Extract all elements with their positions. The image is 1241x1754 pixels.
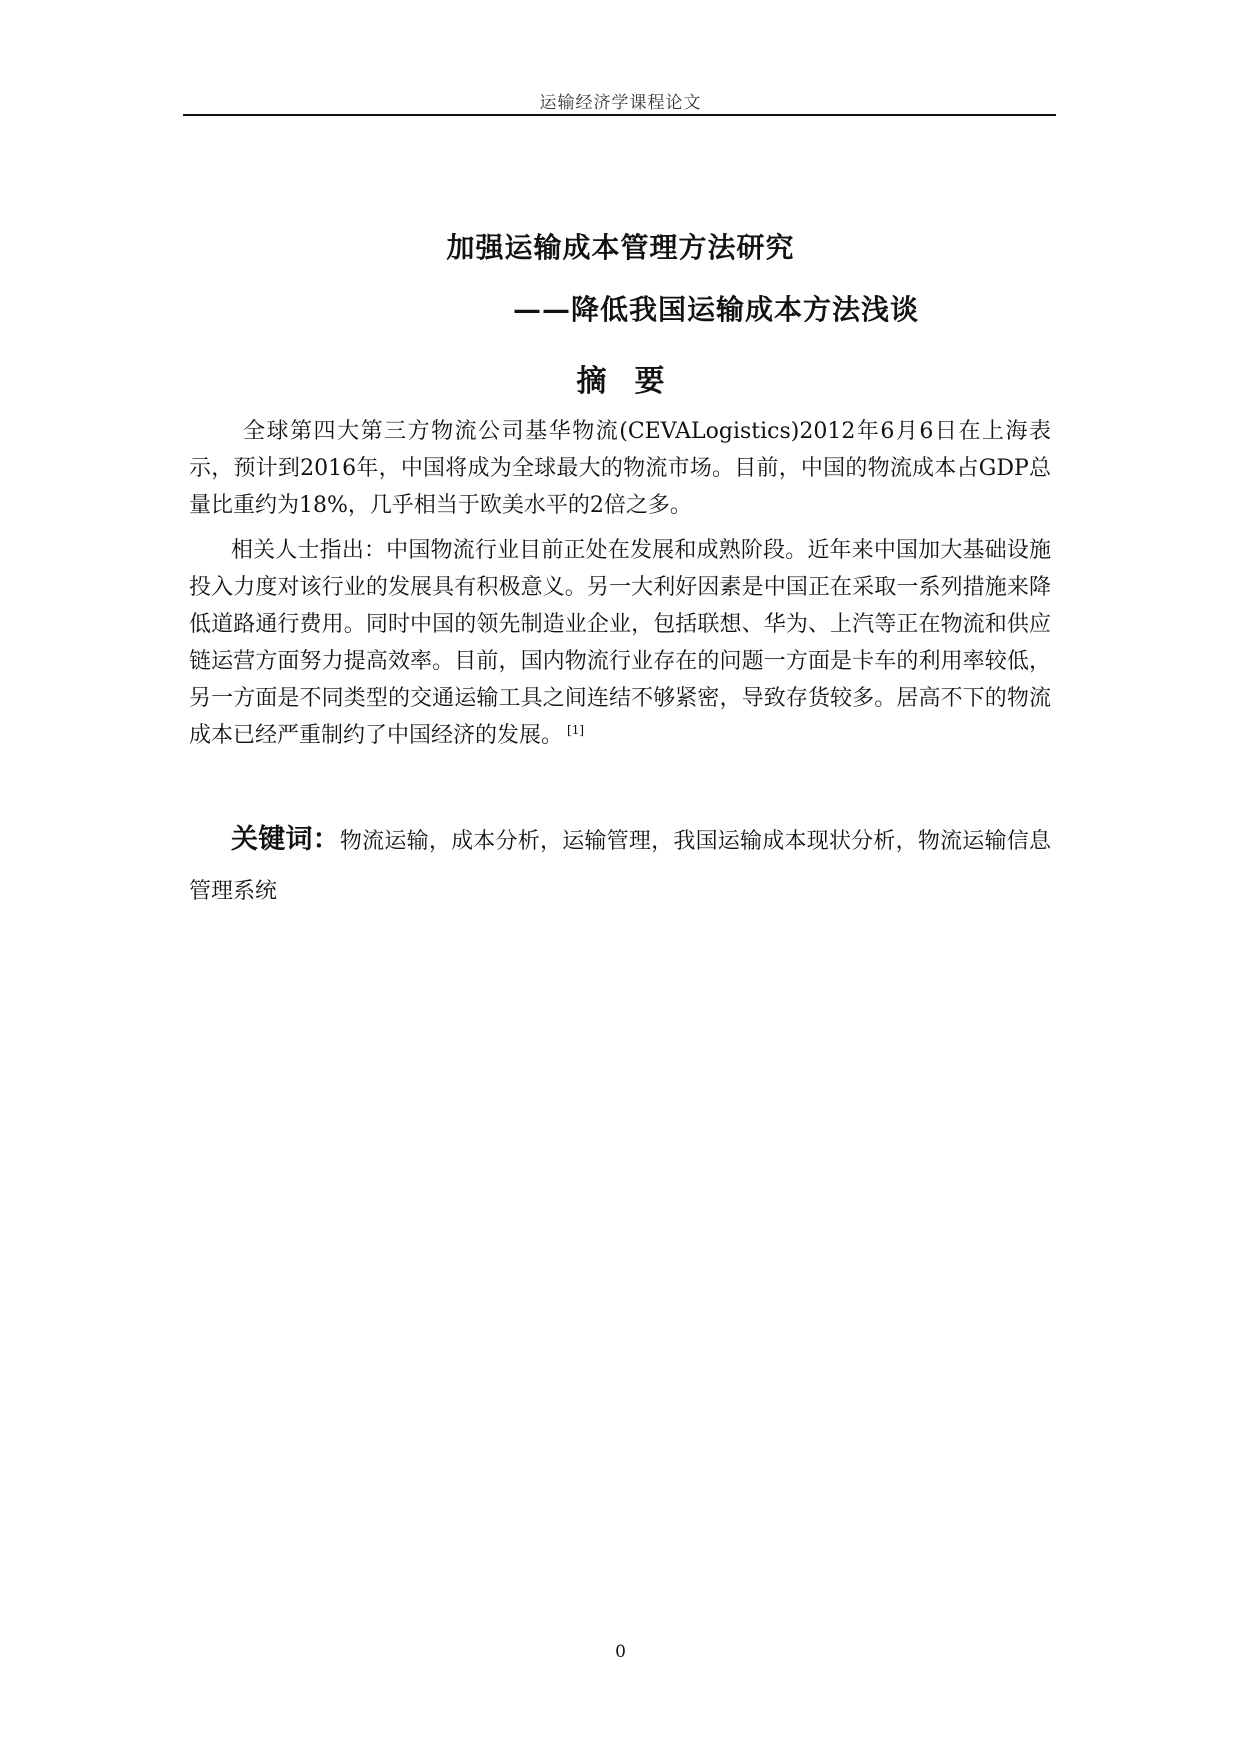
citation-marker: [1]: [567, 722, 585, 737]
keywords-text: 物流运输，成本分析，运输管理，我国运输成本现状分析，物流运输信息管理系统: [189, 829, 1051, 904]
running-header: 运输经济学课程论文: [539, 93, 702, 113]
keywords-label: 关键词：: [231, 824, 340, 855]
abstract-paragraph-2: [189, 532, 1051, 754]
paper-title: 加强运输成本管理方法研究: [446, 231, 795, 264]
header-divider: [183, 114, 1056, 116]
abstract-heading: 摘要: [576, 364, 693, 399]
abstract-paragraph-1: [189, 413, 1051, 524]
abstract-paragraph-2-text: 相关人士指出：中国物流行业目前正处在发展和成熟阶段。近年来中国加大基础设施投入力度对该行业的发展具有积极意义。另一大利好因素是中国正在采取一系列措施来降低道路通行费用。同时中国的领先制造业企业，包括联想、华为、上汽等正在物流和供应链运营方面努力提高效率。目前，国内物流行业存在的问题一方面是卡车的利用率较低，另一方面是不同类型的交通运输工具之间连结不够紧密，导致存货较多。居高不下的物流成本已经严重制约了中国经济的发展。: [189, 538, 1051, 748]
paper-subtitle: ——降低我国运输成本方法浅谈: [513, 293, 920, 326]
keywords-line: [189, 815, 1051, 917]
page-number: 0: [615, 1642, 626, 1662]
abstract-paragraph-1-text: 全球第四大第三方物流公司基华物流(CEVALogistics)2012年6月6日在上海表示，预计到2016年，中国将成为全球最大的物流市场。目前，中国的物流成本占GDP总量比重约为18%，几乎相当于欧美水平的2倍之多。: [189, 419, 1051, 518]
